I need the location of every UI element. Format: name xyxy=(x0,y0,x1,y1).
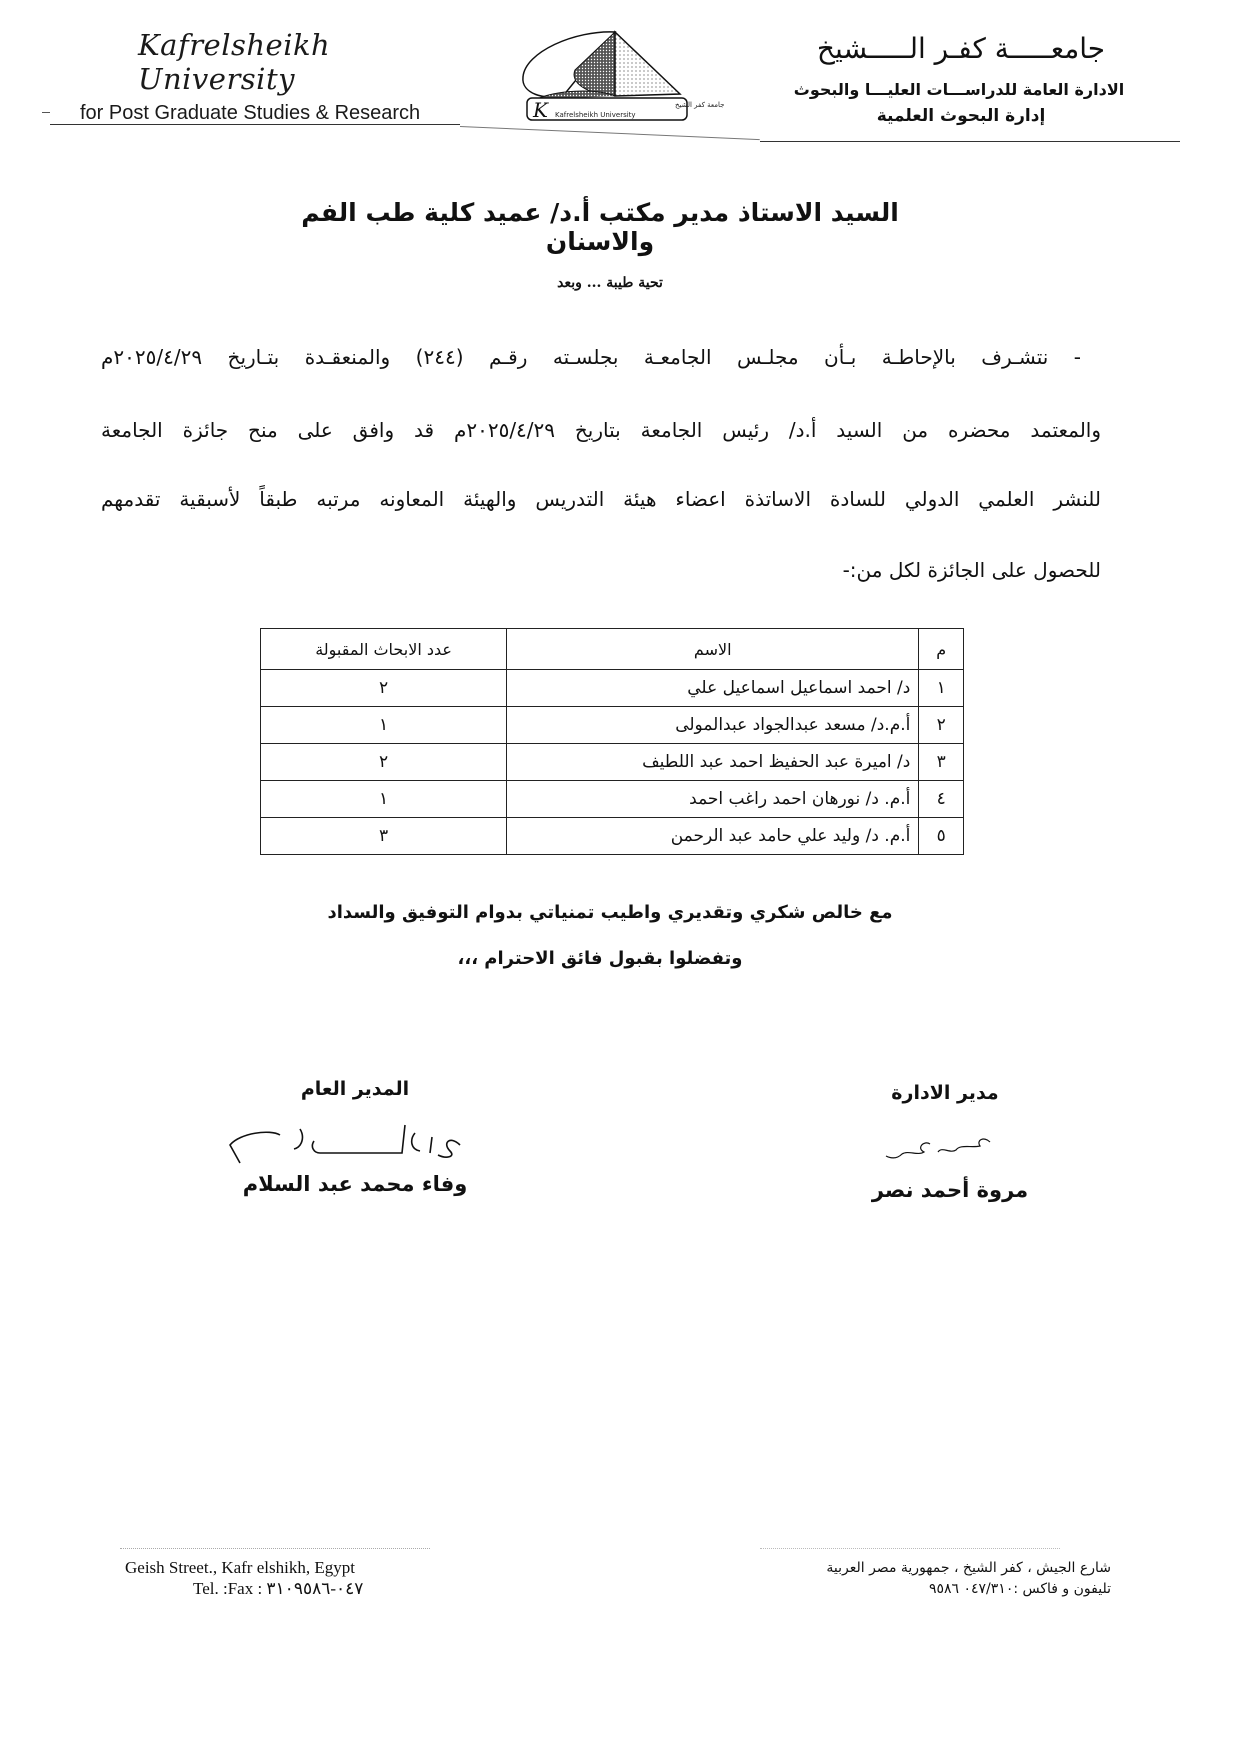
logo-text-ar: جامعة كفر الشيخ xyxy=(675,101,725,109)
column-header-number: م xyxy=(919,629,964,670)
row-number: ٢ xyxy=(919,707,964,744)
row-number: ٥ xyxy=(919,818,964,855)
university-logo xyxy=(515,22,725,127)
awards-table xyxy=(260,628,964,855)
body-line: - نتشـرف بالإحاطـة بـأن مجلـس الجامعـة بجلسـته رقـم (٢٤٤) والمنعقـدة بتـاريخ ٢٠٢٥/٤/٢٩م xyxy=(101,345,1082,369)
row-number: ٣ xyxy=(919,744,964,781)
department-name-en: for Post Graduate Studies & Research xyxy=(80,102,421,124)
logo-letter: K xyxy=(533,98,548,122)
header-rule xyxy=(460,126,760,140)
footer-address-ar: شارع الجيش ، كفر الشيخ ، جمهورية مصر العربية xyxy=(826,1560,1111,1576)
row-count: ١ xyxy=(261,781,507,818)
table-header-row xyxy=(261,629,964,670)
university-name-ar: جامعـــــة كفـر الـــــشيخ xyxy=(816,32,1106,65)
body-line: للنشر العلمي الدولي للسادة الاساتذة اعضاء هيئة التدريس والهيئة المعاونه مرتبه طبقاً لأسبقية تقدمهم xyxy=(101,487,1101,511)
footer-phone-ar: تليفون و فاكس :٠٤٧/٣١٠ ٩٥٨٦ xyxy=(928,1581,1111,1597)
letter-greeting: تحية طيبة ... وبعد xyxy=(557,275,663,291)
row-name: د/ اميرة عبد الحفيظ احمد عبد اللطيف xyxy=(507,744,919,781)
header-rule xyxy=(760,141,1180,142)
row-number: ١ xyxy=(919,670,964,707)
footer-divider xyxy=(120,1548,430,1550)
letter-addressee: السيد الاستاذ مدير مكتب أ.د/ عميد كلية طب الفم والاسنان xyxy=(301,198,899,256)
signatory-name-general-manager: وفاء محمد عبد السلام xyxy=(242,1172,468,1196)
handwritten-signature-icon xyxy=(880,1130,1000,1165)
footer-divider xyxy=(760,1548,1060,1550)
signatory-title-department-manager: مدير الادارة xyxy=(891,1082,999,1104)
row-count: ٢ xyxy=(261,670,507,707)
margin-mark xyxy=(42,112,50,113)
body-line: للحصول على الجائزة لكل من:- xyxy=(842,558,1101,582)
table-row xyxy=(261,744,964,781)
row-name: د/ احمد اسماعيل اسماعيل علي xyxy=(507,670,919,707)
column-header-name: الاسم xyxy=(507,629,919,670)
row-count: ١ xyxy=(261,707,507,744)
closing-line: وتفضلوا بقبول فائق الاحترام ،،، xyxy=(457,948,743,969)
signatory-title-general-manager: المدير العام xyxy=(300,1078,410,1100)
pyramid-logo-icon xyxy=(515,22,725,127)
table-row xyxy=(261,818,964,855)
row-name: أ.م. د/ وليد علي حامد عبد الرحمن xyxy=(507,818,919,855)
closing-line: مع خالص شكري وتقديري واطيب تمنياتي بدوام التوفيق والسداد xyxy=(327,902,893,923)
table-row xyxy=(261,670,964,707)
footer-phone-en: Tel. :Fax : ٠٤٧-٣١٠٩٥٨٦ xyxy=(193,1579,364,1598)
row-name: أ.م. د/ نورهان احمد راغب احمد xyxy=(507,781,919,818)
row-number: ٤ xyxy=(919,781,964,818)
signatory-name-department-manager: مروة أحمد نصر xyxy=(871,1178,1029,1202)
footer-address-en: Geish Street., Kafr elshikh, Egypt xyxy=(125,1558,355,1577)
department-name-ar: الادارة العامة للدراســـات العليـــا والبحوث xyxy=(793,80,1125,99)
row-name: أ.م.د/ مسعد عبدالجواد عبدالمولى xyxy=(507,707,919,744)
row-count: ٣ xyxy=(261,818,507,855)
table-row xyxy=(261,781,964,818)
row-count: ٢ xyxy=(261,744,507,781)
subdepartment-name-ar: إدارة البحوث العلمية xyxy=(876,106,1046,126)
logo-text-en: Kafrelsheikh University xyxy=(555,111,636,119)
university-name-en: Kafrelsheikh University xyxy=(138,28,331,96)
header-rule xyxy=(50,124,460,125)
handwritten-signature-icon xyxy=(210,1115,470,1165)
table-row xyxy=(261,707,964,744)
body-line: والمعتمد محضره من السيد أ.د/ رئيس الجامعة بتاريخ ٢٠٢٥/٤/٢٩م قد وافق على منح جائزة الجامعة xyxy=(101,418,1101,442)
column-header-count: عدد الابحاث المقبولة xyxy=(261,629,507,670)
